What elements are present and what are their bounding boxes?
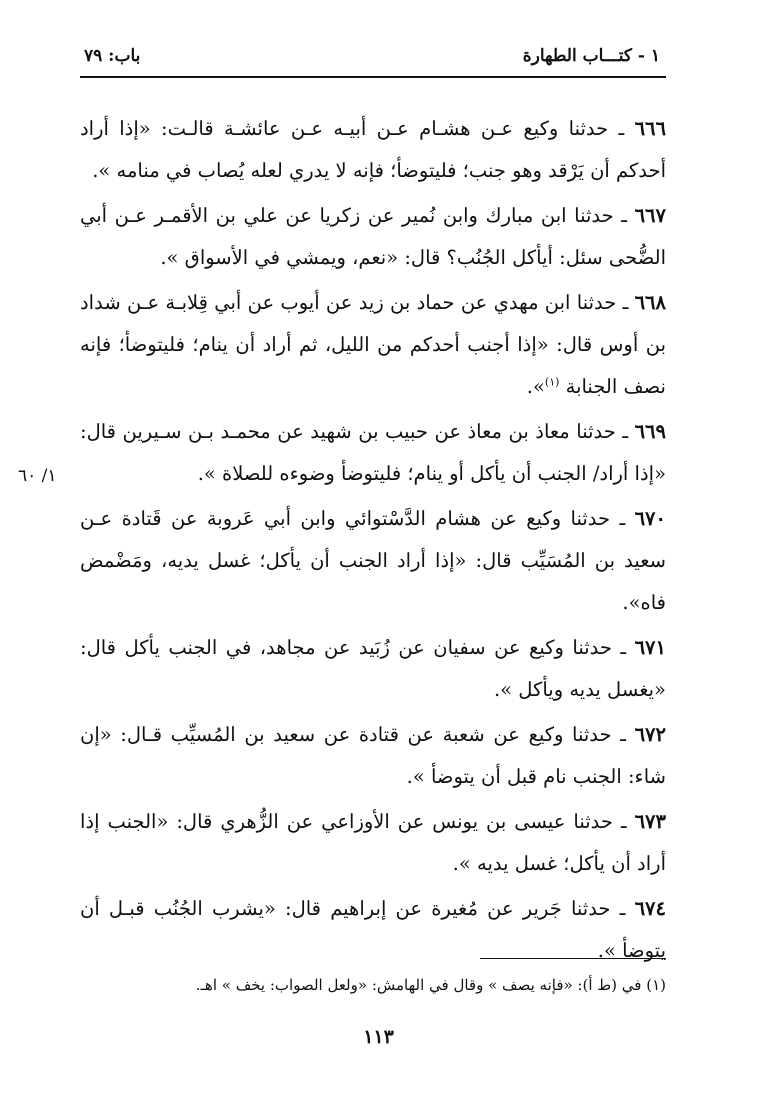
hadith-number: ٦٦٦ [634, 117, 666, 140]
hadith-list [80, 108, 666, 975]
hadith-paragraph: ٦٦٦ ـ حدثنا وكيع عـن هشـام عـن أبيـه عـن عائشـة قالـت: «إذا أراد أحدكم أن يَرْقد وهو جنب؛ فليتوضأ؛ فإنه لا يدري لعله يُصاب في منامه ». [80, 117, 666, 182]
hadith-paragraph: ٦٧٢ ـ حدثنا وكيع عن شعبة عن قتادة عن سعيد بن المُسيِّب قـال: «إن شاء: الجنب نام قبل أن يتوضأ ». [80, 723, 666, 788]
footnote-separator [480, 958, 666, 959]
running-header [80, 44, 666, 78]
chapter-title: ١ - كتـــاب الطهارة [522, 46, 660, 66]
hadith-number: ٦٧٣ [634, 810, 666, 833]
hadith-paragraph: ٦٦٧ ـ حدثنا ابن مبارك وابن نُمير عن زكريا عن علي بن الأقمـر عـن أبي الضُّحى سئل: أيأكل الجُنُب؟ قال: «نعم، ويمشي في الأسواق ». [80, 204, 666, 269]
hadith-text: حدثنا وكيع عـن هشـام عـن أبيـه عـن عائشـة قالـت: «إذا أراد أحدكم أن يَرْقد وهو جنب؛ فليتوضأ؛ فإنه لا يدري لعله يُصاب في منامه ». [80, 117, 666, 182]
footnote-marker[interactable]: (١) [544, 375, 560, 389]
hadith-paragraph: ٦٦٨ ـ حدثنا ابن مهدي عن حماد بن زيد عن أيوب عن أبي قِلابـة عـن شداد بن أوس قال: «إذا أجنب أحدكم من الليل، ثم أراد أن ينام؛ فليتوضأ؛ فإنه نصف الجنابة $^{(١)}$». [80, 291, 666, 398]
hadith-paragraph: ٦٧٣ ـ حدثنا عيسى بن يونس عن الأوزاعي عن الزُّهري قال: «الجنب إذا أراد أن يأكل؛ غسل يديه ». [80, 810, 666, 875]
hadith-number: ٦٧٤ [634, 897, 666, 920]
hadith-text: حدثنا ابن مهدي عن حماد بن زيد عن أيوب عن أبي قِلابـة عـن شداد بن أوس قال: «إذا أجنب أحدكم من الليل، ثم أراد أن ينام؛ فليتوضأ؛ فإنه نصف الجنابة [80, 291, 666, 398]
bab-label: باب: ٧٩ [84, 46, 141, 66]
hadith-text: حدثنا عيسى بن يونس عن الأوزاعي عن الزُّهري قال: «الجنب إذا أراد أن يأكل؛ غسل يديه ». [80, 810, 666, 875]
hadith-text: حدثنا وكيع عن شعبة عن قتادة عن سعيد بن المُسيِّب قـال: «إن شاء: الجنب نام قبل أن يتوضأ ». [80, 723, 666, 788]
hadith-paragraph: ٦٧٠ ـ حدثنا وكيع عن هشام الدَّسْتوائي وابن أبي عَروبة عن قَتادة عـن سعيد بن المُسَيِّب قال: «إذا أراد الجنب أن يأكل؛ غسل يديه، ومَضْمض فاه». [80, 507, 666, 614]
margin-page-reference: ١/ ٦٠ [18, 466, 57, 486]
hadith-text: حدثنا وكيع عن سفيان عن زُبَيد عن مجاهد، في الجنب يأكل قال: «يغسل يديه ويأكل ». [80, 636, 666, 701]
hadith-paragraph: ٦٧٤ ـ حدثنا جَرير عن مُغيرة عن إبراهيم قال: «يشرب الجُنُب قبـل أن يتوضأ ». [80, 897, 666, 962]
hadith-number: ٦٧٢ [634, 723, 666, 746]
hadith-number: ٦٦٧ [634, 204, 666, 227]
hadith-text: حدثنا وكيع عن هشام الدَّسْتوائي وابن أبي عَروبة عن قَتادة عـن سعيد بن المُسَيِّب قال: «إذا أراد الجنب أن يأكل؛ غسل يديه، ومَضْمض فاه». [80, 507, 666, 614]
hadith-number: ٦٧٠ [634, 507, 666, 530]
hadith-paragraph: ٦٦٩ ـ حدثنا معاذ بن معاذ عن حبيب بن شهيد عن محمـد بـن سـيرين قال: «إذا أراد/ الجنب أن يأكل أو ينام؛ فليتوضأ وضوءه للصلاة ». [80, 420, 666, 485]
hadith-text-tail: ». [526, 375, 545, 398]
hadith-number: ٦٦٩ [634, 420, 666, 443]
hadith-number: ٦٦٨ [634, 291, 666, 314]
page-number: ١١٣ [363, 1026, 394, 1048]
hadith-text: حدثنا جَرير عن مُغيرة عن إبراهيم قال: «يشرب الجُنُب قبـل أن يتوضأ ». [80, 897, 666, 962]
hadith-text: حدثنا معاذ بن معاذ عن حبيب بن شهيد عن محمـد بـن سـيرين قال: «إذا أراد/ الجنب أن يأكل أو ينام؛ فليتوضأ وضوءه للصلاة ». [80, 420, 666, 485]
hadith-paragraph: ٦٧١ ـ حدثنا وكيع عن سفيان عن زُبَيد عن مجاهد، في الجنب يأكل قال: «يغسل يديه ويأكل ». [80, 636, 666, 701]
hadith-number: ٦٧١ [634, 636, 666, 659]
hadith-text: حدثنا ابن مبارك وابن نُمير عن زكريا عن علي بن الأقمـر عـن أبي الضُّحى سئل: أيأكل الجُنُب؟ قال: «نعم، ويمشي في الأسواق ». [80, 204, 666, 269]
footnote: (١) في (ط أ): «فإنه يصف » وقال في الهامش: «ولعل الصواب: يخف » اهـ. [195, 976, 666, 994]
